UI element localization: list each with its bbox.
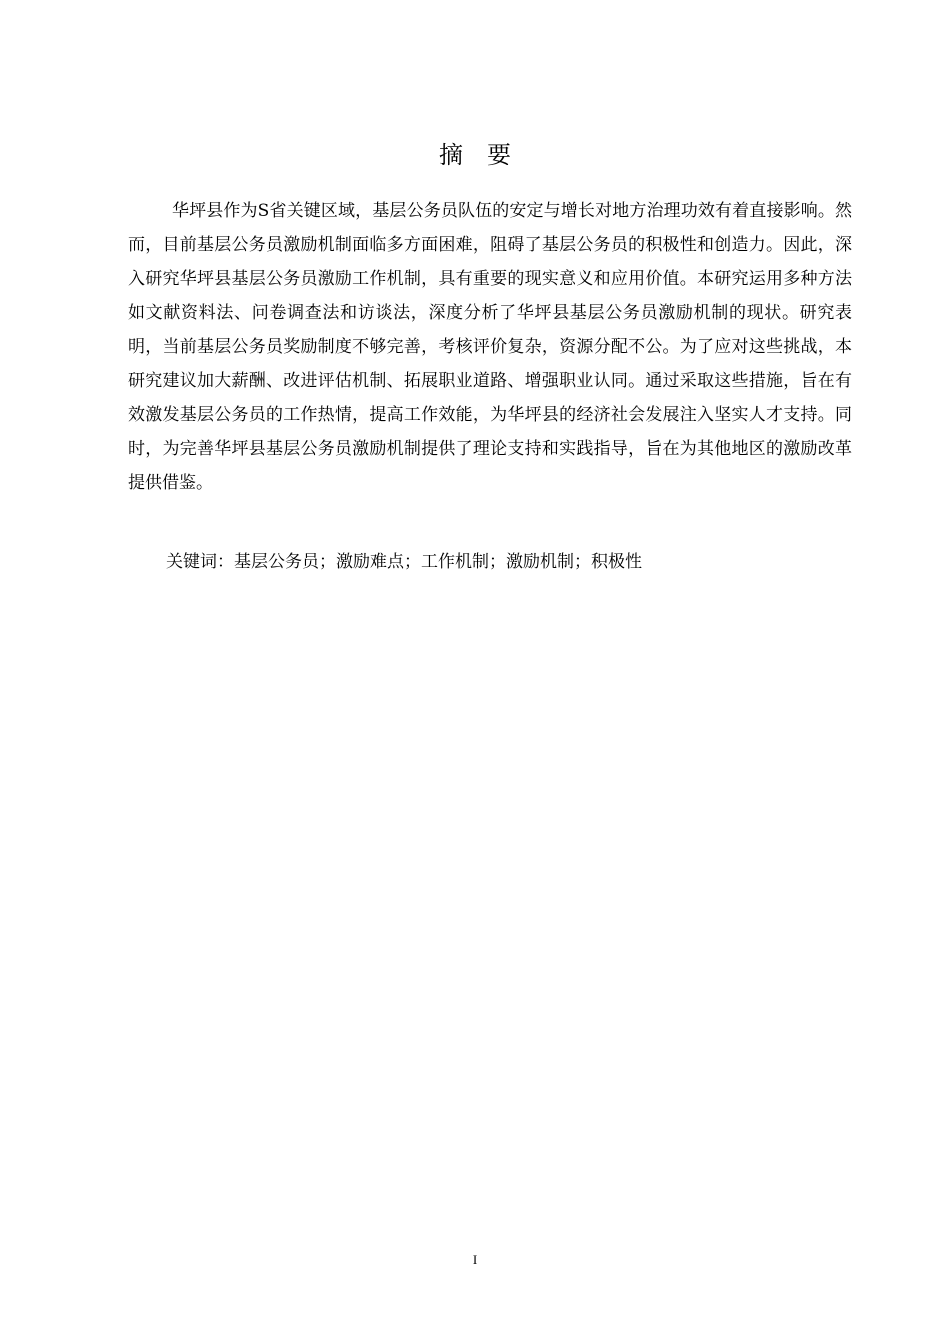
- keywords-label: 关键词：: [166, 552, 234, 572]
- page-number: I: [472, 1252, 478, 1267]
- keywords-line: [166, 545, 852, 579]
- keywords-list: 基层公务员；激励难点；工作机制；激励机制；积极性: [234, 552, 642, 572]
- page-title: 摘要: [439, 141, 535, 169]
- abstract-paragraph: 华坪县作为S省关键区域，基层公务员队伍的安定与增长对地方治理功效有着直接影响。然而，目前基层公务员激励机制面临多方面困难，阻碍了基层公务员的积极性和创造力。因此，深入研究华坪县基层公务员激励工作机制，具有重要的现实意义和应用价值。本研究运用多种方法如文献资料法、问卷调查法和访谈法，深度分析了华坪县基层公务员激励机制的现状。研究表明，当前基层公务员奖励制度不够完善，考核评价复杂，资源分配不公。为了应对这些挑战，本研究建议加大薪酬、改进评估机制、拓展职业道路、增强职业认同。通过采取这些措施，旨在有效激发基层公务员的工作热情，提高工作效能，为华坪县的经济社会发展注入坚实人才支持。同时，为完善华坪县基层公务员激励机制提供了理论支持和实践指导，旨在为其他地区的激励改革提供借鉴。: [128, 201, 852, 493]
